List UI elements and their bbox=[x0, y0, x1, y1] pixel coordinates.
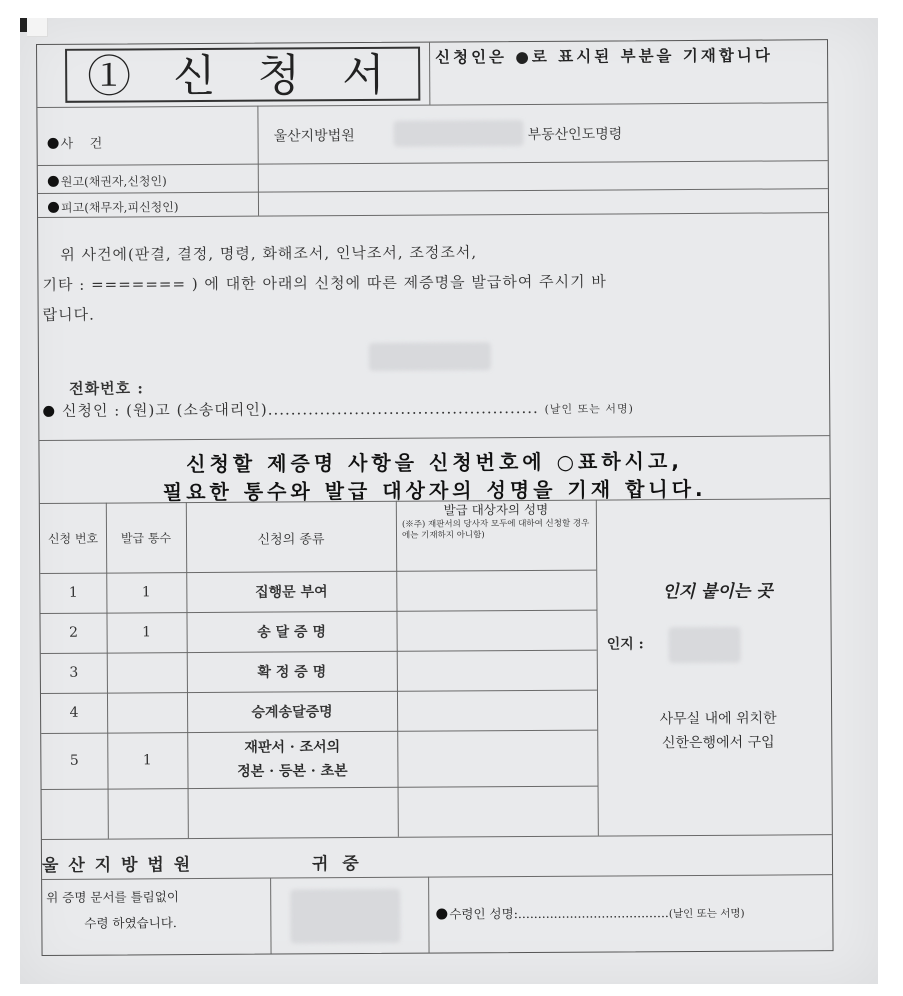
header-copies: 발급 통수 bbox=[120, 531, 172, 546]
row-2-target-field[interactable] bbox=[398, 612, 594, 649]
stamp-note-line-1: 사무실 내에 위치한 bbox=[659, 710, 777, 728]
receipt-line-2: 수령 하였습니다. bbox=[84, 915, 177, 931]
row-1-target-field[interactable] bbox=[398, 572, 594, 609]
row-5-copies: 1 bbox=[142, 752, 152, 769]
request-text-1: 위 사건에(판결, 결정, 명령, 화해조서, 인낙조서, 조정조서, bbox=[60, 243, 478, 264]
row-4-type: 승계송달증명 bbox=[251, 704, 333, 721]
header-type: 신청의 종류 bbox=[257, 531, 325, 548]
row-1-number: 1 bbox=[68, 584, 78, 601]
scan-corner-tab bbox=[27, 18, 48, 37]
instruction-line-1: 신청할 제증명 사항을 신청번호에 ○표하시고, bbox=[186, 449, 683, 477]
applicant-line: 신청인 : (원)고 (소송대리인)............................................... (날인 또는 서명) bbox=[43, 393, 634, 425]
form-title: ① 신 청 서 bbox=[87, 49, 399, 103]
receipt-line-1: 위 증명 문서를 틀림없이 bbox=[46, 889, 179, 905]
rule-label-column bbox=[257, 106, 259, 216]
stamp-area-title: 인지 붙이는 곳 bbox=[662, 581, 773, 603]
row-2-type: 송 달 증 명 bbox=[257, 624, 327, 641]
row-1-type: 집행문 부여 bbox=[255, 584, 328, 601]
required-bullet-icon bbox=[436, 909, 447, 920]
row-4-copies bbox=[107, 692, 187, 732]
required-bullet-icon bbox=[43, 406, 54, 417]
case-label: 사 건 bbox=[48, 133, 103, 152]
row-5-type bbox=[187, 735, 397, 788]
footer-court: 울 산 지 방 법 원 bbox=[41, 855, 193, 876]
row-4-number: 4 bbox=[69, 704, 79, 721]
footer-addressee: 귀 중 bbox=[311, 854, 363, 875]
instruction-line-2: 필요한 통수와 발급 대상자의 성명을 기재 합니다. bbox=[162, 476, 707, 505]
stamp-label: 인지 : bbox=[606, 636, 644, 653]
receipt-statement bbox=[46, 884, 268, 937]
rule-table-bottom bbox=[42, 834, 832, 840]
recipient-line: 수령인 성명:......................................(날인 또는 서명) bbox=[436, 903, 744, 923]
scan-corner-mark bbox=[20, 18, 27, 32]
rule-footer-col-1 bbox=[270, 878, 271, 954]
request-text-2: 기타 : ======= ) 에 대한 아래의 신청에 따른 제증명을 발급하여 주시기 바 bbox=[42, 272, 607, 294]
required-bullet-icon bbox=[48, 138, 59, 149]
row-5-type-line-1: 재판서 · 조서의 bbox=[244, 739, 341, 756]
filling-notice: 신청인은 ●로 표시된 부분을 기재합니다 bbox=[435, 46, 773, 67]
row-3-copies bbox=[107, 652, 187, 692]
rule-title-divider bbox=[429, 43, 430, 105]
request-text-3: 랍니다. bbox=[42, 305, 95, 324]
row-3-target-field[interactable] bbox=[399, 652, 595, 689]
redacted-stamp-amount bbox=[669, 627, 741, 663]
case-type: 부동산인도명령 bbox=[527, 126, 623, 143]
stamp-note-line-2: 신한은행에서 구입 bbox=[661, 734, 775, 752]
stamp-note bbox=[613, 706, 823, 755]
title-box bbox=[65, 47, 420, 103]
row-2-number: 2 bbox=[69, 624, 79, 641]
row-4-target-field[interactable] bbox=[399, 692, 595, 729]
row-3-type: 확 정 증 명 bbox=[257, 664, 327, 681]
required-bullet-icon bbox=[48, 176, 59, 187]
defendant-label: 피고(채무자,피신청인) bbox=[48, 198, 179, 216]
rule-footer-col-2 bbox=[428, 877, 429, 953]
row-5-number: 5 bbox=[69, 752, 79, 769]
phone-label: 전화번호 : bbox=[69, 379, 144, 398]
header-target-note: (※주) 재판서의 당사자 모두에 대하여 신청할 경우에는 기재하지 아니함) bbox=[401, 518, 590, 541]
rule-section-break bbox=[39, 435, 829, 441]
redacted-receipt-date bbox=[290, 889, 400, 944]
row-5-type-line-2: 정본 · 등본 · 초본 bbox=[237, 763, 348, 780]
redacted-date bbox=[369, 342, 491, 371]
redacted-case-number bbox=[393, 120, 523, 147]
court-name: 울산지방법원 bbox=[273, 128, 355, 145]
row-3-number: 3 bbox=[69, 664, 79, 681]
plaintiff-field[interactable] bbox=[260, 162, 826, 189]
row-1-copies: 1 bbox=[141, 584, 151, 601]
header-target bbox=[398, 502, 594, 569]
header-target-title: 발급 대상자의 성명 bbox=[443, 501, 549, 518]
required-bullet-icon bbox=[48, 202, 59, 213]
row-2-copies: 1 bbox=[142, 624, 152, 641]
row-5-target-field[interactable] bbox=[399, 732, 595, 785]
header-number: 신청 번호 bbox=[47, 531, 99, 546]
application-form bbox=[36, 39, 834, 956]
plaintiff-label: 원고(채권자,신청인) bbox=[48, 172, 167, 190]
